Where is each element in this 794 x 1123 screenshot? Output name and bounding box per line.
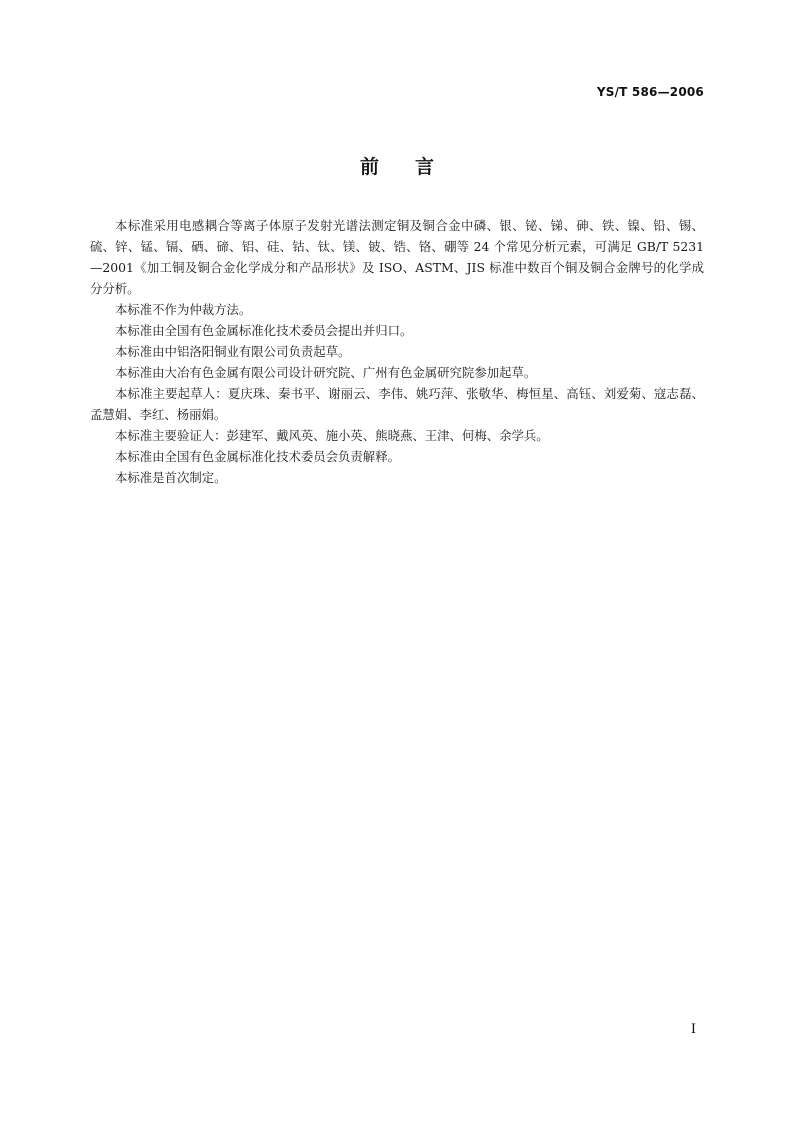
paragraph-proposer: 本标准由全国有色金属标准化技术委员会提出并归口。: [115, 323, 413, 338]
page-title: 前言: [359, 156, 470, 178]
paragraph-arbitration: 本标准不作为仲裁方法。: [115, 302, 252, 317]
paragraph-main-drafters: 本标准主要起草人：夏庆珠、秦书平、谢丽云、李伟、姚巧萍、张敬华、梅恒星、高钰、刘爱菊、寇志磊、孟慧娟、李红、杨丽娟。: [90, 386, 704, 422]
paragraph-drafter: 本标准由中铝洛阳铜业有限公司负责起草。: [115, 344, 351, 359]
standard-number: YS/T 586—2006: [596, 85, 704, 99]
paragraph-scope: 本标准采用电感耦合等离子体原子发射光谱法测定铜及铜合金中磷、银、铋、锑、砷、铁、镍、铅、锡、硫、锌、锰、镉、硒、碲、铝、硅、钴、钛、镁、铍、锆、铬、硼等 24 个常见分析元素，可满足 GB/T 5231—2001《加工铜及铜合金化学成分和产品形状》及 ISO、ASTM、JIS 标准中数百个铜及铜合金牌号的化学成分分析。: [90, 218, 704, 296]
paragraph-interpretation: 本标准由全国有色金属标准化技术委员会负责解释。: [115, 449, 400, 464]
paragraph-verifiers: 本标准主要验证人：彭建军、戴风英、施小英、熊晓燕、王津、何梅、余学兵。: [115, 428, 549, 443]
paragraph-co-drafters: 本标准由大冶有色金属有限公司设计研究院、广州有色金属研究院参加起草。: [115, 365, 537, 380]
page-number: I: [690, 1022, 696, 1037]
foreword-body: [90, 215, 704, 488]
paragraph-first-edition: 本标准是首次制定。: [115, 470, 227, 485]
